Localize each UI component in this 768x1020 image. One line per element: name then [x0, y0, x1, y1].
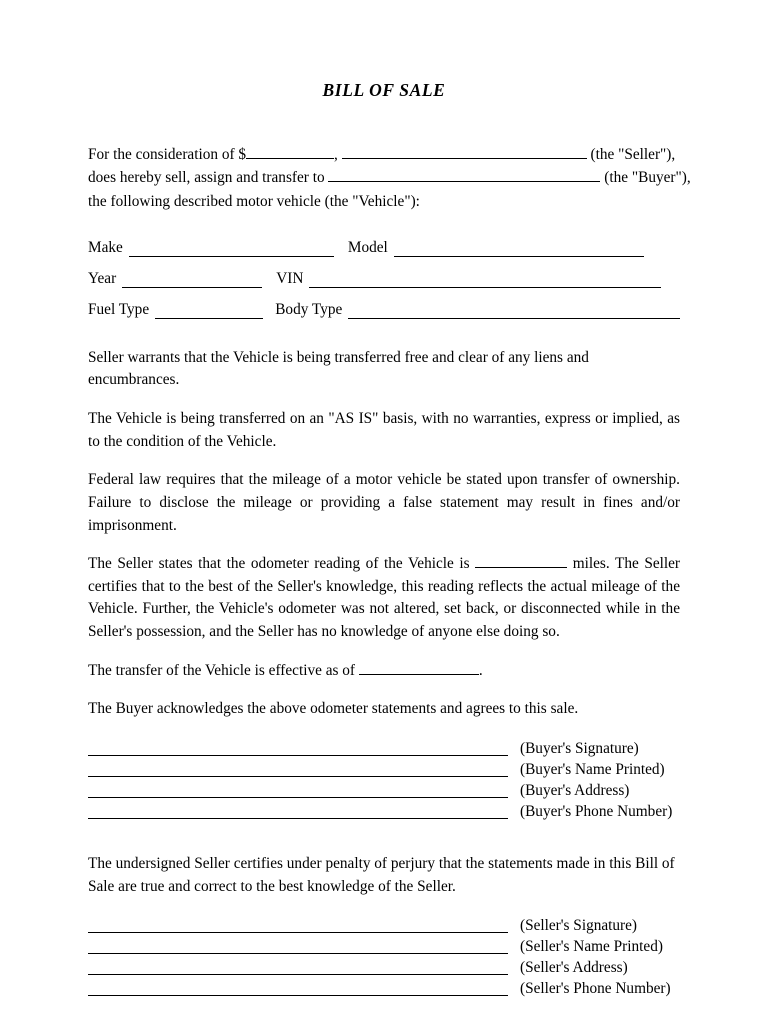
consideration-line-3: the following described motor vehicle (the "Vehicle"):: [88, 192, 420, 210]
buyer-tag: (the "Buyer"),: [604, 169, 691, 187]
signature-row: [88, 781, 680, 798]
consideration-prefix: For the consideration of $: [88, 146, 247, 163]
buyer-signature-label: (Buyer's Signature): [520, 739, 639, 757]
seller-name-printed-label: (Seller's Name Printed): [520, 937, 663, 955]
consideration-comma: ,: [334, 146, 342, 163]
buyer-name-printed-line[interactable]: [88, 760, 508, 777]
seller-name-blank[interactable]: [342, 145, 587, 159]
input-fuel-type[interactable]: [155, 304, 263, 319]
section-spacer: [88, 843, 680, 853]
transfer-prefix: The transfer of the Vehicle is effective as of: [88, 661, 359, 679]
signature-row: [88, 760, 680, 777]
field-row-make-model: [88, 239, 680, 257]
odometer-suffix: miles. The Seller certifies that to the best of the Seller's knowledge, this reading reflects the actual mileage of the Vehicle. Further, the Vehicle's odometer was not altered, set back, or disconnected while in the Seller's possession, and the Seller has no knowledge of anyone else doing so.: [88, 555, 681, 640]
buyer-phone-label: (Buyer's Phone Number): [520, 802, 673, 820]
paragraph-odometer: [88, 553, 680, 644]
buyer-signature-line[interactable]: [88, 739, 508, 756]
seller-address-label: (Seller's Address): [520, 958, 628, 976]
seller-address-line[interactable]: [88, 958, 508, 975]
buyer-phone-line[interactable]: [88, 802, 508, 819]
paragraph-transfer-date: [88, 660, 680, 683]
paragraph-liens: Seller warrants that the Vehicle is being transferred free and clear of any liens and encumbrances.: [88, 348, 589, 389]
signature-row: [88, 916, 680, 933]
input-make[interactable]: [129, 242, 334, 257]
input-body-type[interactable]: [348, 304, 680, 319]
seller-name-printed-line[interactable]: [88, 937, 508, 954]
vehicle-fields: [88, 239, 680, 319]
seller-signature-block: [88, 916, 680, 996]
consideration-block: [88, 143, 691, 213]
field-row-year-vin: [88, 270, 680, 288]
paragraph-buyer-acknowledgement: The Buyer acknowledges the above odometer statements and agrees to this sale.: [88, 700, 579, 718]
consideration-line-1: [88, 143, 680, 166]
seller-phone-label: (Seller's Phone Number): [520, 979, 671, 997]
paragraph-federal-law: Federal law requires that the mileage of a motor vehicle be stated upon transfer of ownership. Failure to disclose the mileage or providing a false statement may result in fines and/or imprisonment.: [88, 471, 680, 534]
consideration-line-2: [88, 166, 691, 189]
seller-signature-line[interactable]: [88, 916, 508, 933]
paragraph-as-is: The Vehicle is being transferred on an "AS IS" basis, with no warranties, express or implied, as to the condition of the Vehicle.: [88, 410, 680, 450]
label-vin: VIN: [276, 269, 304, 287]
buyer-name-blank[interactable]: [328, 168, 600, 182]
input-vin[interactable]: [309, 273, 661, 288]
label-make: Make: [88, 238, 123, 256]
seller-signature-label: (Seller's Signature): [520, 916, 638, 934]
signature-row: [88, 802, 680, 819]
buyer-address-label: (Buyer's Address): [520, 781, 630, 799]
input-year[interactable]: [122, 273, 262, 288]
signature-row: [88, 958, 680, 975]
label-fuel-type: Fuel Type: [88, 300, 150, 318]
odometer-prefix: The Seller states that the odometer reading of the Vehicle is: [88, 555, 476, 573]
input-model[interactable]: [394, 242, 644, 257]
signature-row: [88, 937, 680, 954]
field-row-fuel-body: [88, 301, 680, 319]
signature-row: [88, 739, 680, 756]
buyer-signature-block: [88, 739, 680, 819]
consideration-amount-blank[interactable]: [246, 145, 334, 159]
label-model: Model: [347, 238, 388, 256]
label-body-type: Body Type: [275, 300, 343, 318]
buyer-address-line[interactable]: [88, 781, 508, 798]
seller-tag: (the "Seller"),: [590, 146, 676, 163]
buyer-name-printed-label: (Buyer's Name Printed): [520, 760, 665, 778]
label-year: Year: [88, 269, 117, 287]
odometer-reading-blank[interactable]: [475, 554, 567, 568]
transfer-suffix: .: [478, 661, 483, 679]
page-title: BILL OF SALE: [322, 80, 446, 100]
transfer-date-blank[interactable]: [359, 661, 479, 675]
paragraph-seller-certification: The undersigned Seller certifies under penalty of perjury that the statements made in this Bill of Sale are true and correct to the best knowledge of the Seller.: [88, 854, 675, 895]
document-body: [88, 80, 691, 1020]
transfer-to-prefix: does hereby sell, assign and transfer to: [88, 169, 329, 187]
